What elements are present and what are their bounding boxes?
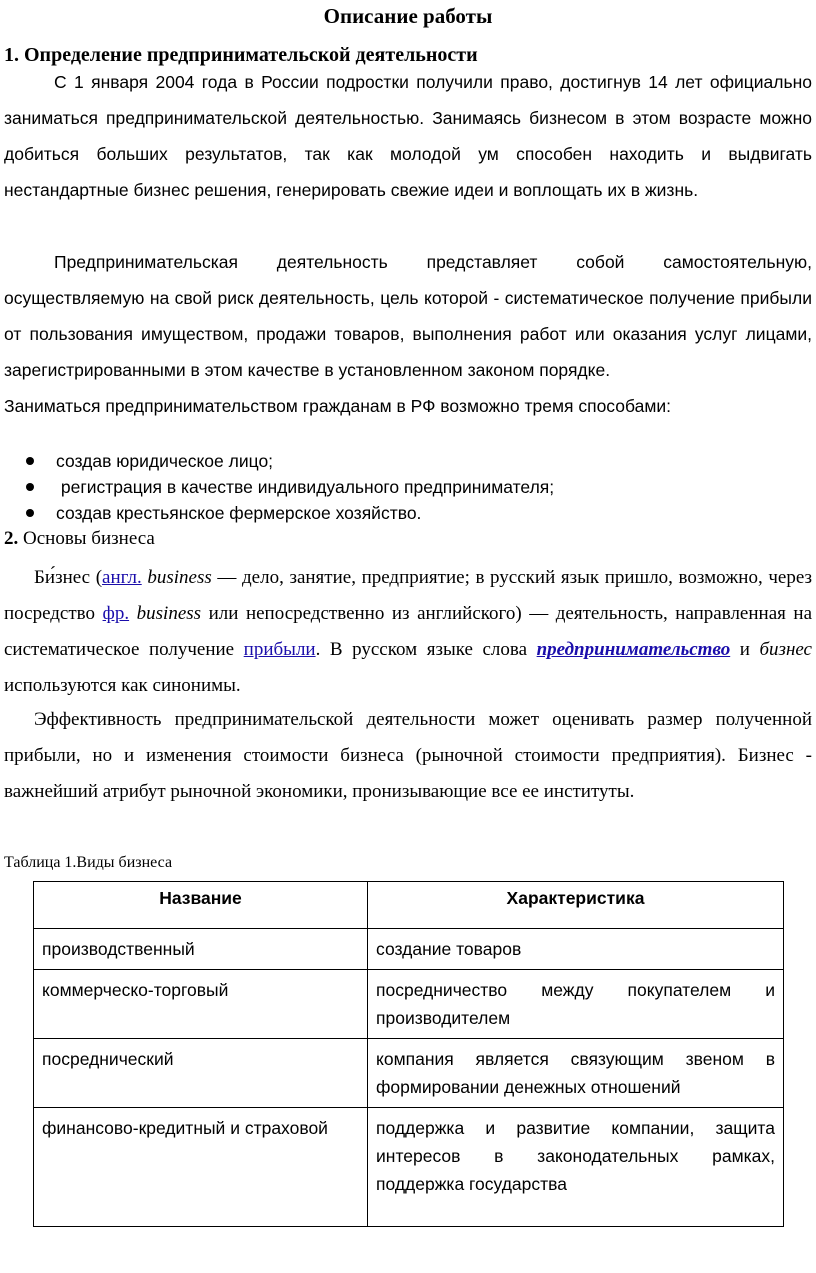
list-item: регистрация в качестве индивидуального предпринимателя; [0,474,554,500]
document-title: Описание работы [323,4,493,28]
table-header-characteristic: Характеристика [368,882,784,929]
table-row [34,970,784,1039]
section-1-heading: 1. Определение предпринимательской деятельности [4,44,478,66]
table-cell: финансово-кредитный и страховой [34,1108,368,1227]
section-2-paragraph-2: Эффективность предпринимательской деятельности может оценивать размер полученной прибыли, но и изменения стоимости бизнеса (рыночной стоимости предприятия). Бизнес - важнейший атрибут рыночной экономики, пронизывающие все ее институты. [4,709,812,802]
table-header-name: Название [34,882,368,929]
section-1-paragraph-2: Предпринимательская деятельность представляет собой самостоятельную, осуществляемую на свой риск деятельность, цель которой - систематическое получение прибыли от пользования имуществом, продажи товаров, выполнения работ или оказания услуг лицами, зарегистрированными в этом качестве в установленном законом порядке. [4,252,812,380]
link-english[interactable]: англ. [102,567,142,588]
table-row [34,1108,784,1227]
table-row [34,1039,784,1108]
section-2-paragraph-1: Би́знес (англ. business — дело, занятие, предприятие; в русский язык пришло, возможно, через посредство фр. business или непосредственно из английского) — деятельность, направленная на систематическое получение прибыли. В русском языке слова предпринимательство и бизнес используются как синонимы. [4,567,813,696]
list-item: создав крестьянское фермерское хозяйство. [0,500,554,526]
table-cell: поддержка и развитие компании, защита интересов в законодательных рамках, поддержка государства [368,1108,784,1227]
section-1-paragraph-1: С 1 января 2004 года в России подростки получили право, достигнув 14 лет официально заниматься предпринимательской деятельностью. Занимаясь бизнесом в этом возрасте можно добиться больших результатов, так как молодой ум способен находить и выдвигать нестандартные бизнес решения, генерировать свежие идеи и воплощать их в жизнь. [4,72,812,200]
bullet-icon [26,457,34,465]
link-profit[interactable]: прибыли [243,639,316,660]
section-1-paragraph-3: Заниматься предпринимательством гражданам в РФ возможно тремя способами: [4,396,671,416]
table-cell: производственный [34,929,368,970]
bullet-icon [26,509,34,517]
table-cell: коммерческо-торговый [34,970,368,1039]
table-cell: посреднический [34,1039,368,1108]
table-cell: компания является связующим звеном в формировании денежных отношений [368,1039,784,1108]
list-item: создав юридическое лицо; [0,448,554,474]
section-2-heading: 2. Основы бизнеса [4,528,155,549]
business-types-table [33,881,784,1227]
link-entrepreneurship[interactable]: предпринимательство [536,639,731,660]
table-row [34,929,784,970]
table-cell: посредничество между покупателем и производителем [368,970,784,1039]
bullet-icon [26,483,34,491]
methods-list [0,448,554,526]
table-cell: создание товаров [368,929,784,970]
link-french[interactable]: фр. [102,603,130,624]
table-caption: Таблица 1.Виды бизнеса [4,854,173,871]
table-header-row [34,882,784,929]
